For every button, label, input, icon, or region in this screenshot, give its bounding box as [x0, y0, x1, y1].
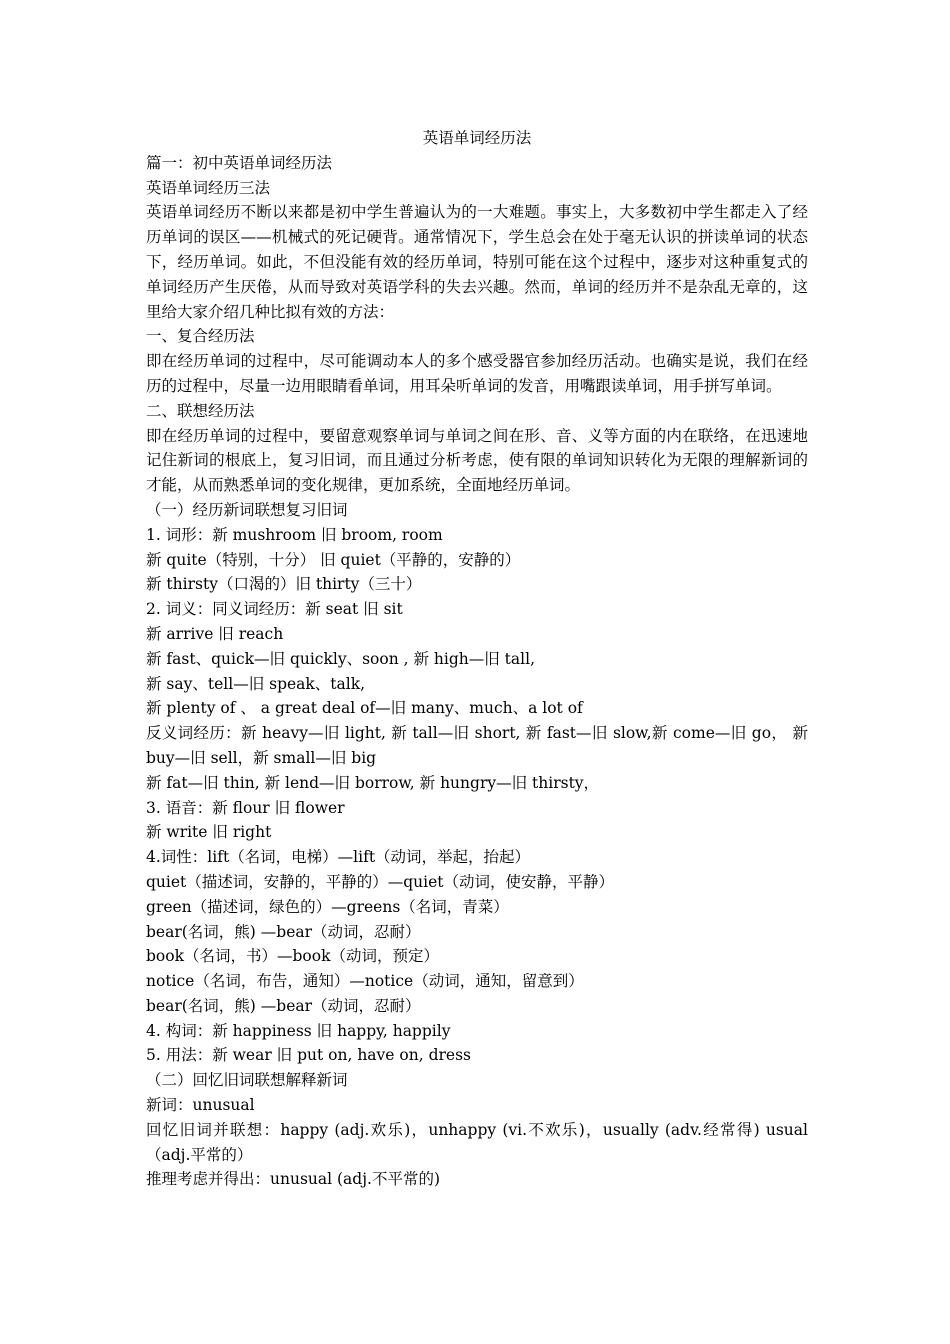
body-line: 1. 词形：新 mushroom 旧 broom, room: [146, 525, 443, 544]
body-line: 新 fast、quick—旧 quickly、soon , 新 high—旧 tall,: [146, 649, 535, 668]
body-line: 4. 构词：新 happiness 旧 happy, happily: [146, 1021, 451, 1040]
body-line: book（名词，书）—book（动词，预定）: [146, 947, 439, 966]
body-line: bear(名词，熊) —bear（动词，忍耐）: [146, 996, 421, 1015]
body-line: green（描述词，绿色的）—greens（名词，青菜）: [146, 897, 509, 916]
body-line: 新 quite（特别，十分） 旧 quiet（平静的，安静的）: [146, 550, 521, 569]
body-line: （二）回忆旧词联想解释新词: [146, 1071, 348, 1090]
document-page: [146, 126, 808, 1192]
body-line: 新 fat—旧 thin, 新 lend—旧 borrow, 新 hungry—旧 thirsty，: [146, 773, 600, 792]
body-paragraph: 反义词经历：新 heavy—旧 light, 新 tall—旧 short, 新 fast—旧 slow,新 come—旧 go， 新 buy—旧 sell，新 small—旧 big: [146, 724, 808, 767]
document-title: 英语单词经历法: [422, 129, 532, 147]
body-line: 一、复合经历法: [146, 327, 255, 346]
body-line: 4.词性：lift（名词，电梯）—lift（动词，举起，抬起）: [146, 848, 531, 867]
body-paragraph: 即在经历单词的过程中，要留意观察单词与单词之间在形、音、义等方面的内在联络，在迅速地记住新词的根底上，复习旧词，而且通过分析考虑，使有限的单词知识转化为无限的理解新词的才能，从而熟悉单词的变化规律，更加系统，全面地经历单词。: [146, 426, 808, 495]
body-line: 新 thirsty（口渴的）旧 thirty（三十）: [146, 575, 422, 594]
body-line: 篇一：初中英语单词经历法: [146, 153, 333, 172]
body-line: 推理考虑并得出：unusual (adj.不平常的): [146, 1170, 441, 1189]
body-paragraph: 英语单词经历不断以来都是初中学生普遍认为的一大难题。事实上，大多数初中学生都走入了经历单词的误区——机械式的死记硬背。通常情况下，学生总会在处于毫无认识的拼读单词的状态下，经历单词。如此，不但没能有效的经历单词，特别可能在这个过程中，逐步对这种重复式的单词经历产生厌倦，从而导致对英语学科的失去兴趣。然而，单词的经历并不是杂乱无章的，这里给大家介绍几种比拟有效的方法：: [146, 203, 808, 321]
body-line: 新 write 旧 right: [146, 823, 272, 842]
body-line: （一）经历新词联想复习旧词: [146, 500, 348, 519]
body-line: 2. 词义：同义词经历：新 seat 旧 sit: [146, 600, 403, 619]
body-line: 新词：unusual: [146, 1096, 255, 1115]
body-line: quiet（描述词，安静的，平静的）—quiet（动词，使安静，平静）: [146, 872, 615, 891]
body-line: 二、联想经历法: [146, 401, 255, 420]
body-paragraph: 即在经历单词的过程中，尽可能调动本人的多个感受器官参加经历活动。也确实是说，我们在经历的过程中，尽量一边用眼睛看单词，用耳朵听单词的发音，用嘴跟读单词，用手拼写单词。: [146, 352, 808, 395]
body-line: bear(名词，熊) —bear（动词，忍耐）: [146, 922, 421, 941]
document-body: [146, 151, 808, 1192]
body-line: 3. 语音：新 flour 旧 flower: [146, 798, 345, 817]
body-line: 英语单词经历三法: [146, 178, 271, 197]
body-line: 新 arrive 旧 reach: [146, 624, 284, 643]
body-line: 新 plenty of 、 a great deal of—旧 many、much、a lot of: [146, 699, 583, 718]
body-line: 新 say、tell—旧 speak、talk,: [146, 674, 366, 693]
body-line: 5. 用法：新 wear 旧 put on, have on, dress: [146, 1046, 471, 1065]
body-line: notice（名词，布告，通知）—notice（动词，通知，留意到）: [146, 972, 584, 991]
body-paragraph: 回忆旧词并联想：happy (adj.欢乐)，unhappy (vi.不欢乐)，usually (adv.经常得) usual（adj.平常的）: [146, 1120, 808, 1164]
